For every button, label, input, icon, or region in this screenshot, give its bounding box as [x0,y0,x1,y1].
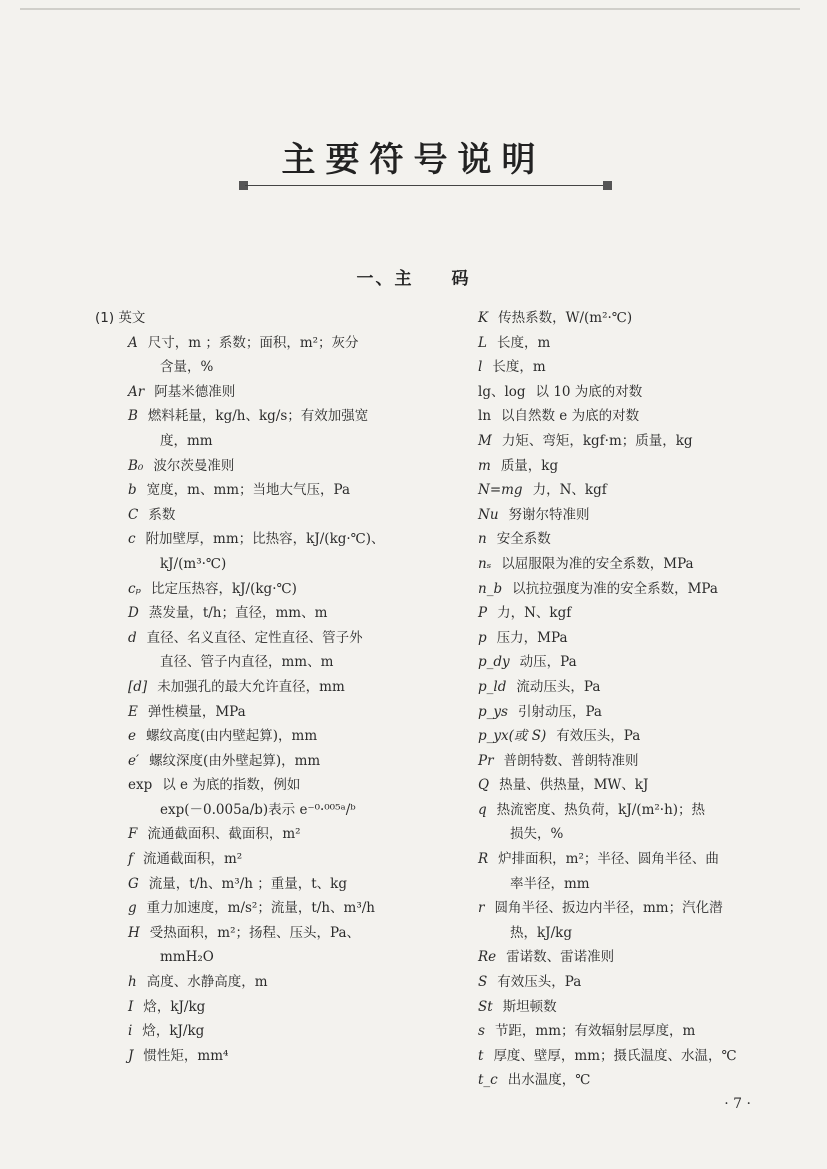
symbol: Q [478,777,490,794]
symbol-description: 安全系数 [496,531,551,548]
symbol-entry [95,626,415,675]
symbol: d [128,629,137,646]
symbol-description: 螺纹高度(由内壁起算)，mm [146,728,318,745]
symbol-description: 以抗拉强度为准的安全系数，MPa [512,580,718,597]
symbol: C [128,506,139,523]
symbol: P [478,605,488,622]
subheading: (1) 英文 [95,310,146,326]
symbol-description: 热流密度、热负荷，kJ/(m²·h)；热 [496,801,706,818]
symbol-entry [478,1019,778,1044]
symbol-description: 长度，m [492,359,546,376]
symbol-entry [478,355,778,380]
symbol-description: 质量，kg [500,457,559,474]
symbol: B [128,408,138,425]
symbol: n [478,531,487,548]
symbol-description: 宽度，m、mm；当地大气压，Pa [146,482,351,499]
symbol-description: 雷诺数、雷诺准则 [506,949,615,966]
symbol: l [478,359,483,376]
symbol-description: 以屈服限为准的安全系数，MPa [501,555,694,572]
symbol-description: 引射动压，Pa [517,703,602,720]
symbol: ln [478,408,492,425]
symbol-description: 圆角半径、扳边内半径，mm；汽化潜 [494,900,723,917]
symbol-description: 燃料耗量，kg/h、kg/s；有效加强宽 [147,408,369,425]
symbol-entry [95,380,415,405]
symbol-description: 波尔茨曼准则 [153,457,235,474]
right-entry-list [478,306,778,1093]
symbol-description: 斯坦顿数 [502,998,557,1015]
symbol-description: 动压，Pa [519,654,577,671]
right-column [478,306,778,1093]
symbol: p [478,629,487,646]
symbol: t [478,1047,484,1064]
symbol: g [128,900,137,917]
symbol-description: 弹性模量，MPa [147,703,246,720]
symbol-entry [95,872,415,897]
symbol-entry [478,478,778,503]
top-edge-line [20,8,800,10]
symbol: A [128,334,138,351]
symbol: lg、log [478,383,526,400]
symbol: K [478,310,489,326]
symbol-entry [95,822,415,847]
symbol-description: 力，N、kgf [497,605,572,622]
symbol: p_ld [478,678,507,695]
symbol-entry [95,577,415,602]
symbol: exp [128,777,153,794]
symbol-entry [95,995,415,1020]
symbol: [d] [128,678,148,695]
symbol-entry [478,995,778,1020]
left-entry-list [95,331,415,1069]
symbol-entry [478,945,778,970]
symbol: Nu [478,506,499,523]
symbol-description-continued: exp(－0.005a/b)表示 e⁻⁰·⁰⁰⁵ᵃ/ᵇ [160,801,356,818]
symbol-entry [95,970,415,995]
symbol-description: 阿基米德准则 [154,383,236,400]
symbol-description: 未加强孔的最大允许直径，mm [157,678,345,695]
symbol: n_b [478,580,503,597]
symbol-description: 焓，kJ/kg [142,1023,205,1040]
symbol-entry [95,331,415,380]
symbol: B₀ [128,457,144,474]
symbol-entry [478,429,778,454]
symbol-entry [478,306,778,331]
symbol-entry [478,650,778,675]
symbol-entry [95,896,415,921]
symbol-entry [478,970,778,995]
rule-line [245,185,606,186]
symbol-entry [95,404,415,453]
symbol-description: 出水温度，℃ [507,1072,591,1089]
symbol-description: 有效压头，Pa [497,974,582,991]
symbol-description: 蒸发量，t/h；直径，mm、m [148,605,328,622]
symbol-entry [478,552,778,577]
symbol-description: 螺纹深度(由外壁起算)，mm [149,752,321,769]
symbol-entry [95,724,415,749]
symbol: M [478,432,492,449]
symbol-description-continued: 度，mm [160,432,213,449]
symbol-description: 长度，m [496,334,551,351]
symbol: p_ys [478,703,508,720]
symbol-entry [478,601,778,626]
symbol-description-continued: kJ/(m³·℃) [160,555,227,572]
symbol-description-continued: 直径、管子内直径，mm、m [160,654,334,671]
symbol-description-continued: mmH₂O [160,949,214,966]
symbol-description: 受热面积，m²；扬程、压头，Pa、 [149,924,361,941]
symbol: J [128,1047,134,1064]
symbol: p_dy [478,654,510,671]
symbol-entry [478,331,778,356]
symbol: F [128,826,138,843]
symbol-description: 炉排面积，m²；半径、圆角半径、曲 [498,851,719,868]
symbol: E [128,703,138,720]
symbol-description: 节距，mm；有效辐射层厚度，m [494,1023,696,1040]
symbol: I [128,998,134,1015]
symbol-entry [478,847,778,896]
symbol-description: 系数 [148,506,176,523]
symbol-description: 压力，MPa [496,629,568,646]
symbol-entry [478,503,778,528]
symbol: s [478,1023,485,1040]
left-column [95,306,415,1068]
symbol-entry [478,749,778,774]
symbol-entry [95,700,415,725]
symbol-entry [95,773,415,822]
symbol-entry [95,503,415,528]
symbol-description-continued: 热，kJ/kg [510,924,572,941]
symbol-entry [95,1019,415,1044]
symbol-entry [478,700,778,725]
symbol-description: 以 10 为底的对数 [535,383,643,400]
symbol-entry [95,527,415,576]
symbol-description: 尺寸，m ；系数；面积，m²；灰分 [147,334,359,351]
symbol-entry [478,577,778,602]
symbol: nₛ [478,555,492,572]
symbol-description: 焓，kJ/kg [143,998,206,1015]
symbol-entry [95,1044,415,1069]
symbol: H [128,924,140,941]
symbol-description: 高度、水静高度，m [146,974,268,991]
symbol: e′ [128,752,140,769]
symbol-description: 厚度、壁厚，mm；摄氏温度、水温，℃ [493,1047,737,1064]
symbol: Ar [128,383,145,400]
rule-right-square [603,181,612,190]
symbol-description: 直径、名义直径、定性直径、管子外 [146,629,363,646]
symbol-entry [478,1068,778,1093]
symbol: G [128,875,139,892]
symbol: i [128,1023,133,1040]
symbol-description-continued: 损失，% [510,826,564,843]
symbol: e [128,728,136,745]
symbol: R [478,851,489,868]
symbol-entry [95,675,415,700]
symbol-description: 力矩、弯矩，kgf·m；质量，kg [501,432,693,449]
symbol: L [478,334,487,351]
symbol-entry [95,601,415,626]
symbol-description: 有效压头，Pa [556,728,641,745]
symbol-entry [478,527,778,552]
symbol-description: 流通截面积、截面积，m² [147,826,301,843]
symbol: D [128,605,139,622]
symbol: St [478,998,493,1015]
symbol-description: 传热系数，W/(m²·℃) [498,310,633,326]
symbol-entry [95,749,415,774]
symbol: m [478,457,491,474]
symbol-entry [478,404,778,429]
symbol-description: 以 e 为底的指数，例如 [162,777,301,794]
symbol-entry [478,380,778,405]
section-heading: 一、主 码 [356,269,471,289]
symbol: f [128,851,133,868]
symbol: c [128,531,136,548]
symbol-entry [478,626,778,651]
symbol-description: 力，N、kgf [532,482,607,499]
symbol: p_yx(或 S) [478,728,547,745]
symbol-description: 流动压头，Pa [516,678,601,695]
symbol: h [128,974,137,991]
symbol-entry [478,454,778,479]
symbol: t_c [478,1072,498,1089]
page-title: 主要符号说明 [281,140,546,180]
symbol: Re [478,949,497,966]
symbol: q [478,801,487,818]
symbol-description: 惯性矩，mm⁴ [143,1047,229,1064]
symbol-description: 热量、供热量，MW、kJ [499,777,649,794]
page-number: · 7 · [724,1096,751,1112]
symbol-description: 以自然数 e 为底的对数 [501,408,640,425]
symbol-entry [478,896,778,945]
symbol: S [478,974,488,991]
symbol: b [128,482,137,499]
symbol-entry [95,478,415,503]
symbol-entry [478,675,778,700]
symbol-description: 流通截面积，m² [143,851,243,868]
symbol-entry [478,798,778,847]
symbol-description: 重力加速度，m/s²；流量，t/h、m³/h [146,900,375,917]
symbol: r [478,900,485,917]
symbol: cₚ [128,580,141,597]
symbol-description: 比定压热容，kJ/(kg·℃) [150,580,297,597]
symbol-entry [95,454,415,479]
symbol: N=mg [478,482,523,499]
symbol: Pr [478,752,494,769]
symbol-description: 附加壁厚，mm；比热容，kJ/(kg·℃)、 [145,531,385,548]
symbol-description: 流量，t/h、m³/h ；重量，t、kg [148,875,347,892]
symbol-description: 努谢尔特准则 [508,506,590,523]
symbol-entry [478,1044,778,1069]
symbol-description: 普朗特数、普朗特准则 [503,752,639,769]
symbol-description-continued: 含量，% [160,359,214,376]
symbol-entry [478,773,778,798]
symbol-entry [95,921,415,970]
symbol-description-continued: 率半径，mm [510,875,590,892]
symbol-entry [478,724,778,749]
symbol-entry [95,847,415,872]
